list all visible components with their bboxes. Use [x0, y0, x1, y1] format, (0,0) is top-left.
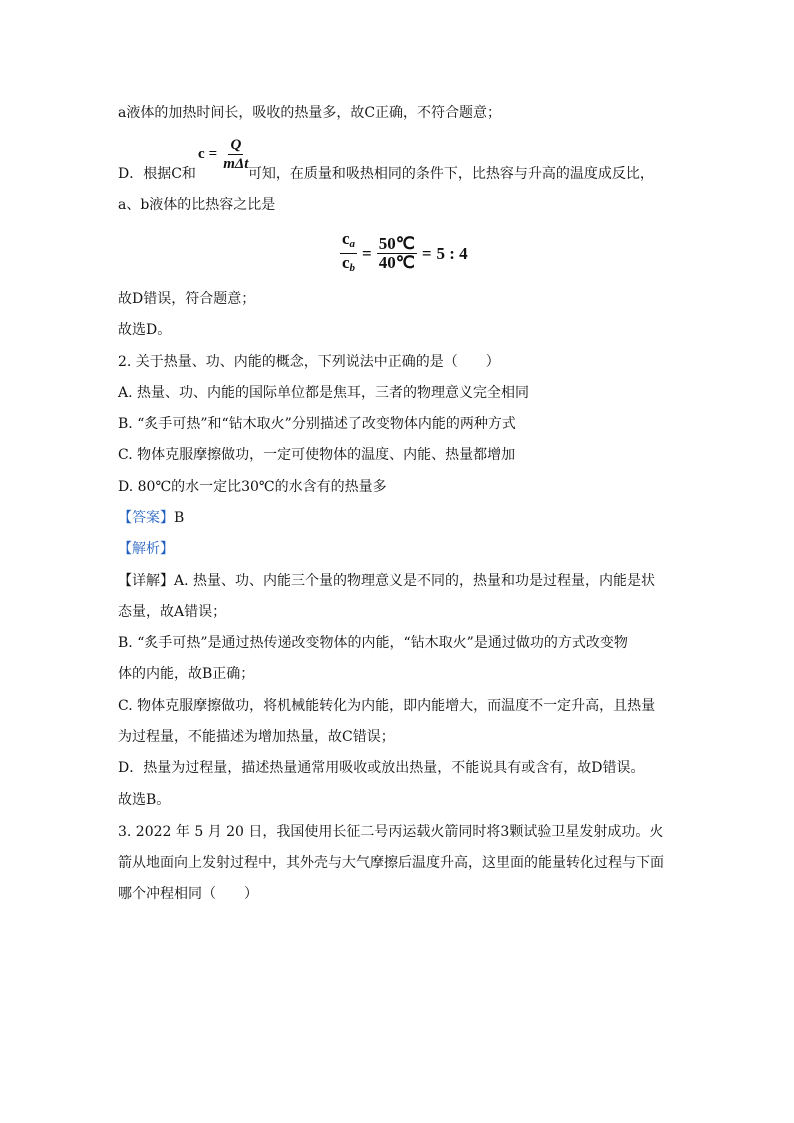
- detail-line: 态量，故A错误；: [118, 604, 227, 620]
- ratio-den-sub: b: [349, 262, 356, 274]
- ratio-temp-fraction: [377, 235, 417, 272]
- detail-line: B. “炙手可热”是通过热传递改变物体的内能，“钻木取火”是通过做功的方式改变物: [118, 635, 628, 651]
- text-segment: D．根据C和: [118, 166, 196, 182]
- ratio-formula: [340, 230, 468, 277]
- answer-value: B: [174, 510, 185, 526]
- text-line: a、b液体的比热容之比是: [118, 197, 276, 213]
- formula-numerator: Q: [230, 137, 242, 153]
- ratio-den-c: c: [342, 253, 350, 272]
- detail-line: 故选B。: [118, 792, 171, 808]
- ratio-num-sub: a: [349, 238, 356, 250]
- formula-denominator: mΔt: [223, 156, 249, 172]
- detail-line: C. 物体克服摩擦做功，将机械能转化为内能，即内能增大，而温度不一定升高，且热量: [118, 698, 656, 714]
- option-d: D. 80℃的水一定比30℃的水含有的热量多: [118, 479, 387, 495]
- ratio-num-c: c: [342, 229, 350, 248]
- question-2-stem: 2. 关于热量、功、内能的概念，下列说法中正确的是（ ）: [118, 354, 500, 370]
- ratio-equals-2: =: [421, 243, 432, 263]
- detail-line: 体的内能，故B正确；: [118, 666, 255, 682]
- ratio-equals-1: =: [362, 243, 372, 263]
- ratio-temp-num: 50℃: [378, 234, 415, 253]
- question-3-line: 哪个冲程相同（ ）: [118, 886, 258, 902]
- text-segment: 可知，在质量和吸热相同的条件下，比热容与升高的温度成反比，: [247, 166, 654, 182]
- ratio-temp-den: 40℃: [378, 253, 415, 272]
- text-line: [118, 164, 654, 184]
- answer-line: [118, 508, 184, 528]
- option-b: B. “炙手可热”和“钻木取火”分别描述了改变物体内能的两种方式: [118, 416, 516, 432]
- option-c: C. 物体克服摩擦做功，一定可使物体的温度、内能、热量都增加: [118, 447, 516, 463]
- detail-line: D．热量为过程量，描述热量通常用吸收或放出热量，不能说具有或含有，故D错误。: [118, 760, 645, 776]
- question-3-line: 箭从地面向上发射过程中，其外壳与大气摩擦后温度升高，这里面的能量转化过程与下面: [118, 855, 664, 871]
- option-a: A. 热量、功、内能的国际单位都是焦耳，三者的物理意义完全相同: [118, 385, 530, 401]
- question-3-line: 3. 2022 年 5 月 20 日，我国使用长征二号丙运载火箭同时将3颗试验卫星发射成功。火: [118, 824, 664, 840]
- text-line: a液体的加热时间长，吸收的热量多，故C正确，不符合题意；: [118, 105, 502, 121]
- detail-label: 【详解】: [118, 573, 174, 589]
- analysis-label: 【解析】: [118, 541, 174, 557]
- ratio-result: 5 : 4: [436, 243, 468, 263]
- text-line: 故选D。: [118, 322, 172, 338]
- formula-equals: =: [208, 146, 218, 162]
- formula-lhs: c: [198, 146, 205, 162]
- detail-line: 为过程量，不能描述为增加热量，故C错误；: [118, 729, 395, 745]
- ratio-lhs-fraction: [340, 230, 357, 277]
- detail-text: A. 热量、功、内能三个量的物理意义是不同的，热量和功是过程量，内能是状: [174, 573, 656, 589]
- text-line: 故D错误，符合题意；: [118, 291, 256, 307]
- answer-label: 【答案】: [118, 510, 174, 526]
- detail-line: [118, 571, 655, 591]
